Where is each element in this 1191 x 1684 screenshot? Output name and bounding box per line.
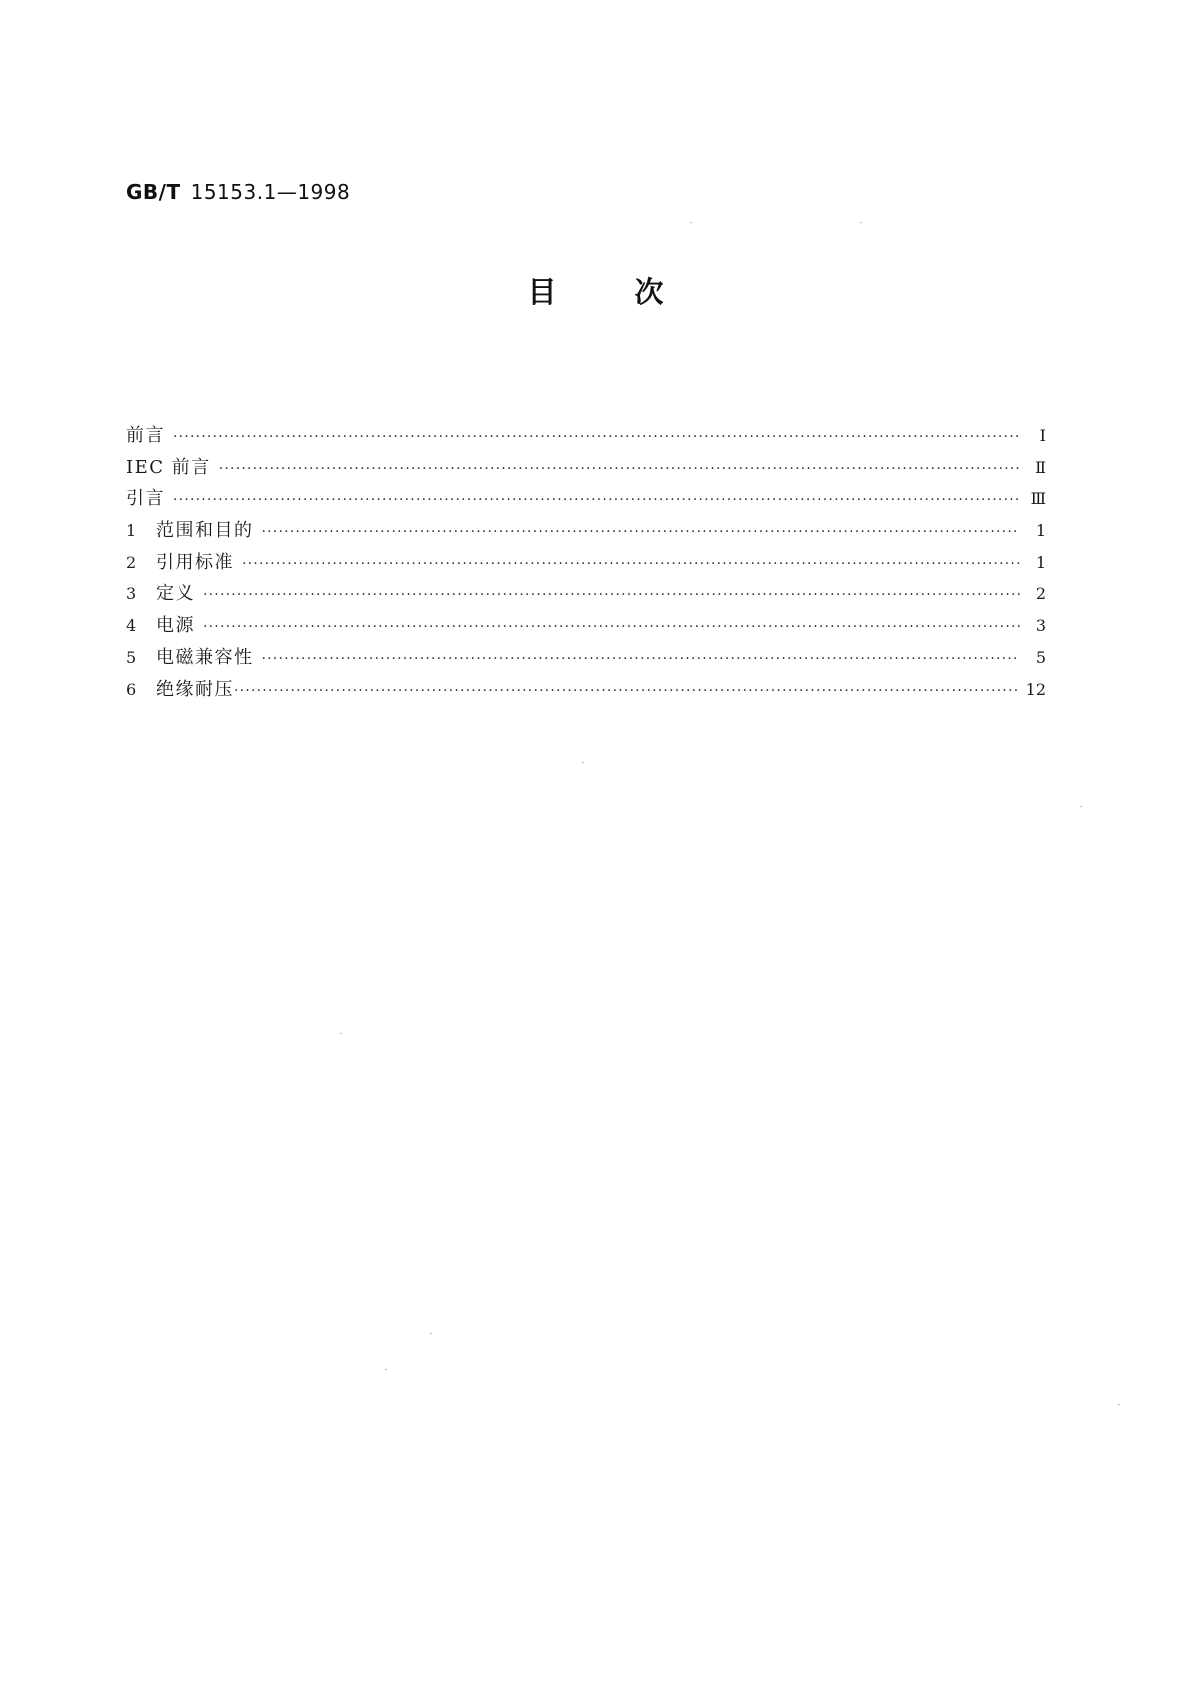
- toc-entry-page: Ⅲ: [1030, 489, 1046, 509]
- toc-entry-foreword[interactable]: [126, 420, 1046, 452]
- dot-leader: [173, 485, 1020, 517]
- dot-leader: [262, 644, 1021, 676]
- toc-entry-label: 定义: [156, 583, 195, 605]
- toc-section-number: 2: [126, 552, 137, 572]
- scan-speck: [1118, 1404, 1120, 1405]
- toc-section-number: 5: [126, 647, 137, 667]
- toc-entry-page: 3: [1035, 616, 1046, 636]
- dot-leader: [219, 454, 1020, 486]
- dot-leader: [242, 549, 1020, 581]
- toc-entry-label: 范围和目的: [156, 520, 254, 542]
- toc-title: 目次: [527, 275, 742, 309]
- dot-leader: [203, 612, 1020, 644]
- toc-entry-page: 1: [1035, 521, 1046, 541]
- toc-entry-page: Ⅱ: [1035, 457, 1046, 477]
- standard-number: 15153.1—1998: [190, 180, 351, 204]
- standard-prefix: GB/T: [126, 180, 181, 204]
- toc-entry-label: 引言: [126, 488, 165, 510]
- toc-entry-page: 1: [1035, 552, 1046, 572]
- toc-entry-normative-references[interactable]: [126, 547, 1046, 579]
- standard-code: [126, 180, 350, 204]
- toc-entry-label: 电磁兼容性: [156, 646, 254, 668]
- scan-speck: [860, 222, 862, 223]
- toc-entry-insulation-withstand[interactable]: [126, 674, 1046, 706]
- toc-entry-label: 前言: [126, 425, 165, 446]
- toc-entry-page: 12: [1025, 679, 1046, 699]
- scan-speck: [690, 222, 692, 223]
- toc-section-number: 4: [126, 616, 137, 636]
- dot-leader: [173, 422, 1020, 454]
- scan-speck: [385, 1369, 387, 1370]
- scan-speck: [430, 1333, 432, 1334]
- toc-section-number: 6: [126, 679, 137, 699]
- dot-leader: [262, 517, 1021, 549]
- toc-entry-page: I: [1039, 426, 1046, 445]
- toc-entry-page: 5: [1035, 647, 1046, 667]
- toc-entry-introduction[interactable]: [126, 483, 1046, 515]
- dot-leader: [203, 580, 1020, 612]
- scan-speck: [582, 762, 584, 763]
- toc-entry-label: 绝缘耐压: [156, 678, 234, 700]
- toc-entry-label: IEC 前言: [126, 456, 211, 478]
- toc-entry-label: 引用标准: [156, 551, 234, 573]
- toc-entry-definitions[interactable]: [126, 578, 1046, 610]
- toc-section-number: 1: [126, 521, 137, 541]
- table-of-contents: [126, 420, 1046, 705]
- scan-speck: [1080, 806, 1082, 807]
- toc-entry-scope[interactable]: [126, 515, 1046, 547]
- toc-entry-label: 电源: [156, 615, 195, 637]
- toc-section-number: 3: [126, 584, 137, 604]
- toc-entry-page: 2: [1035, 584, 1046, 604]
- toc-entry-iec-foreword[interactable]: [126, 452, 1046, 484]
- dot-leader: [234, 676, 1020, 708]
- scan-speck: [340, 1033, 342, 1034]
- toc-entry-emc[interactable]: [126, 642, 1046, 674]
- toc-entry-power-supply[interactable]: [126, 610, 1046, 642]
